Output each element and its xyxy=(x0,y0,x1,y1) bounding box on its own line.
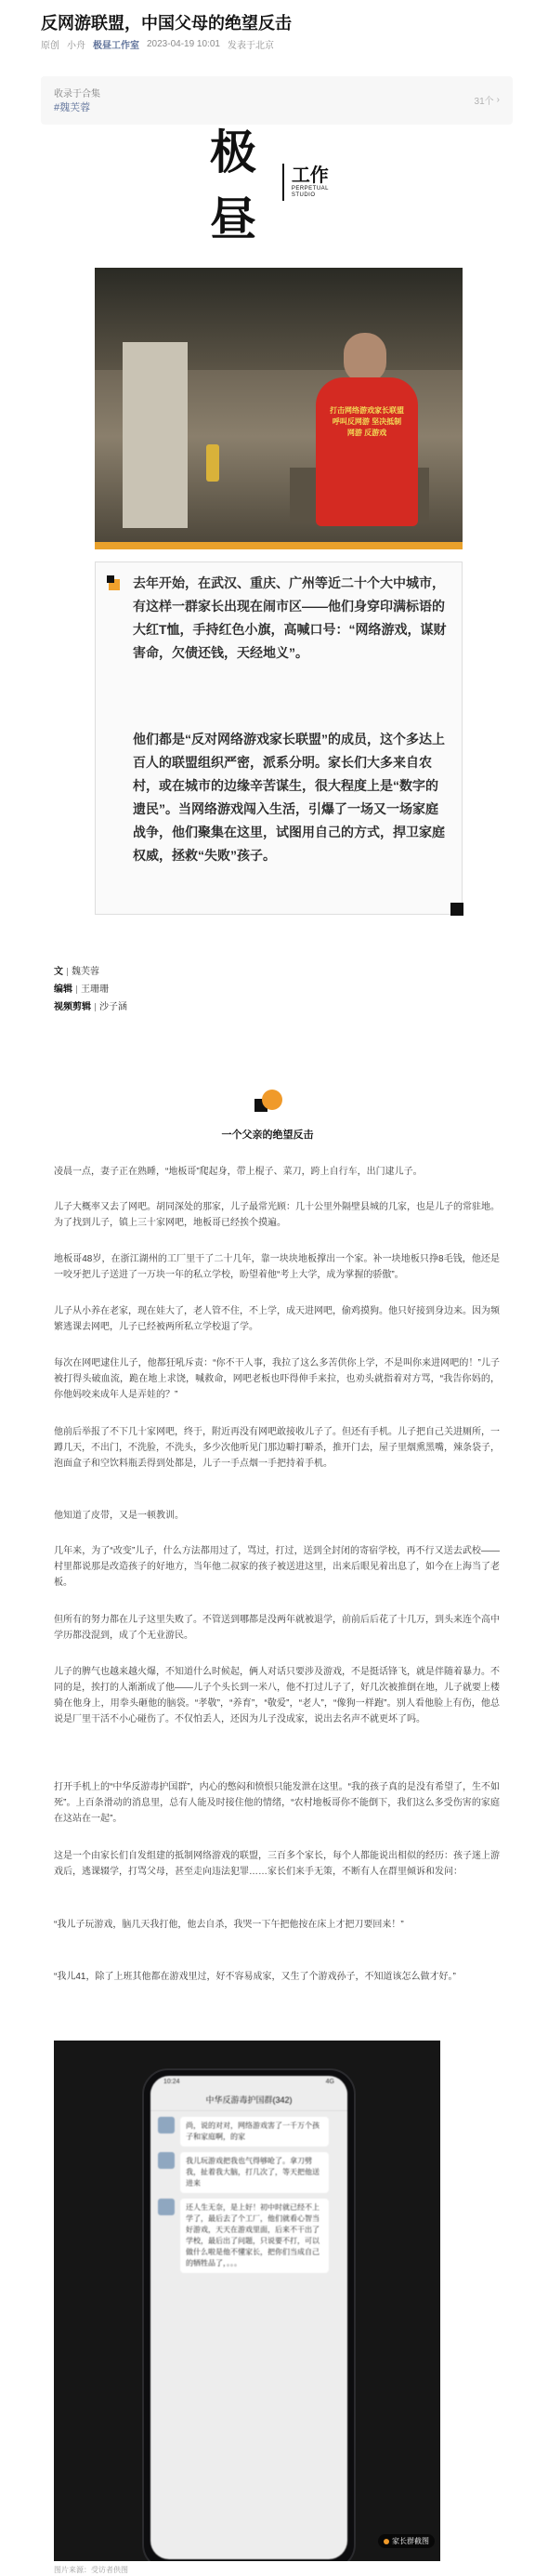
credit-divider xyxy=(95,1003,96,1011)
body-paragraph: “我儿子玩游戏，脑几天我打他，他去自杀，我哭一下午把他按在床上才把刀要回来！” xyxy=(54,1920,404,1930)
photo-door xyxy=(123,342,188,528)
chat-bubble: 还人生无奈，是上好！初中时就已经不上学了，最后去了个工厂，他们就看心智当好游戏，天天在游戏里面，后来不干出了学校，最后出了问题，只说要不打，可以做什么啦是他不懂家长，把你们当成自己的牺牲品了，。。。 xyxy=(180,2199,329,2273)
logo-name: 工作 xyxy=(291,165,329,186)
body-paragraph: 但所有的努力都在儿子这里失败了。不管送到哪都是没两年就被退学，前前后后花了十几万，到头来连个高中学历都没混到，成了个无业游民。 xyxy=(54,1615,500,1641)
quote-corner-mark xyxy=(450,903,463,916)
badge-text: 家长群截图 xyxy=(392,2537,429,2545)
credit-divider xyxy=(67,968,68,976)
chat-bubble: 尚，说的对对，网络游戏害了一千万个孩子和家庭啊，的家 xyxy=(180,2117,329,2147)
publish-location: 发表于北京 xyxy=(227,41,274,51)
collection-card[interactable] xyxy=(41,76,513,125)
image-caption: 图片来源：受访者供图 xyxy=(54,2566,128,2574)
logo-mark: 极昼 xyxy=(210,125,254,246)
body-paragraph: 每次在网吧逮住儿子，他都狂吼斥责：“你不干人事，我拉了这么多苦供你上学，不是叫你来进网吧的！”儿子被打得头破血流，跪在地上求饶，喊救命，网吧老板也吓得伸手来拉，也劝头就指着对方骂，“我告你妈的，你他妈咬来成年人是弄娃的？” xyxy=(54,1358,500,1400)
chat-title: 中华反游毒护国群(342) xyxy=(150,2089,347,2111)
credit-writer-label: 文 xyxy=(54,967,63,977)
body-paragraph: 他知道了皮带，又是一顿教训。 xyxy=(54,1511,184,1521)
body-paragraph: 他前后举报了不下几十家网吧，终于，附近再没有网吧敢接收儿子了。但还有手机。儿子把自己关进厕所，一蹲几天，不出门，不洗脸，不洗头，多少次他听见门那边噼打噼杀，推开门去，屋子里烟熏黑嘴，辣条袋子，泡面盒子和空饮料瓶丢得到处都是，儿子一手点烟一手把持着手机。 xyxy=(54,1427,500,1469)
author-name[interactable]: 小舟 xyxy=(67,41,85,51)
phone-time: 10:24 xyxy=(163,2079,180,2085)
chat-screenshot-photo xyxy=(54,2041,440,2561)
cover-photo xyxy=(95,268,463,549)
lead-paragraph-2: 他们都是“反对网络游戏家长联盟”的成员，这个多达上百人的联盟组织严密，派系分明。家长们大多来自农村，或在城市的边缘辛苦谋生，很大程度上是“数字的遗民”。当网络游戏闯入生活，引爆了一场又一场家庭战争，他们聚集在这里，试图用自己的方式，捍卫家庭权威，拯救“失败”孩子。 xyxy=(133,732,445,863)
photo-accent-stripe xyxy=(95,542,463,549)
logo-subtitle-1: PERPETUAL xyxy=(291,186,329,192)
studio-logo xyxy=(210,125,329,246)
logo-subtitle-2: STUDIO xyxy=(291,192,316,198)
avatar xyxy=(158,2152,175,2169)
lead-quote-box xyxy=(95,561,463,915)
credit-writer xyxy=(54,963,127,981)
body-paragraph: 儿子的脾气也越来越火爆，不知道什么时候起，俩人对话只要涉及游戏，不是挺话锋飞，就是伴随着暴力。不同的是，挨打的人渐渐成了他——儿子个头长到一米八，他不打过儿子了，好几次被推倒在地，儿子就要上楼骑在他身上，用拳头砸他的脑袋。“孝敬”，“养育”，“敬爱”，“老人”，“像狗一样跑”。别人看他脸上有伤，他总说是厂里干活不小心碰伤了。不仅怕丢人，还因为儿子没成家，说出去名声不就更坏了吗。 xyxy=(54,1667,500,1724)
photo-red-vest xyxy=(316,377,418,526)
body-paragraph: 几年来，为了“改变”儿子，什么方法都用过了，骂过，打过，送到全封闭的寄宿学校，再不行又送去武校——村里都说那是改造孩子的好地方，当年他二叔家的孩子被送进这里，出来后眼见着出息了，如今在上海当了老板。 xyxy=(54,1546,500,1588)
logo-divider xyxy=(282,164,284,201)
image-badge xyxy=(378,2534,435,2548)
credit-editor-label: 编辑 xyxy=(54,984,72,995)
vest-slogan: 打击网络游戏家长联盟 呼叫反网游 坚决抵制 网游 反游戏 xyxy=(330,406,404,437)
quote-icon xyxy=(107,575,124,592)
credit-writer-name: 魏芙蓉 xyxy=(72,967,99,977)
photo-person-head xyxy=(344,333,386,383)
credit-video xyxy=(54,998,127,1016)
body-paragraph: 凌晨一点，妻子正在熟睡，“地板哥”爬起身，带上棍子、菜刀，跨上自行车，出门逮儿子。 xyxy=(54,1167,423,1177)
logo-wordmark xyxy=(292,165,329,199)
phone-screen xyxy=(150,2076,347,2559)
avatar xyxy=(158,2117,175,2133)
chevron-right-icon: › xyxy=(496,95,500,105)
badge-dot-icon xyxy=(384,2539,389,2544)
original-tag: 原创 xyxy=(41,41,59,51)
collection-count-text: 31个 xyxy=(474,97,494,107)
avatar xyxy=(158,2199,175,2215)
body-paragraph: 儿子大概率又去了网吧。胡同深处的那家，儿子最常光顾：几十公里外隔壁县城的几家，也是儿子的常驻地。为了找到儿子，镇上三十家网吧，地板哥已经挨个摸遍。 xyxy=(54,1202,500,1228)
chat-message xyxy=(150,2193,347,2273)
credit-video-label: 视频剪辑 xyxy=(54,1002,91,1012)
chat-message xyxy=(150,2111,347,2147)
body-paragraph: “我儿41，除了上班其他都在游戏里过，好不容易成家，又生了个游戏孙子，不知道该怎么做才好。” xyxy=(54,1972,456,1982)
photo-bottle xyxy=(206,444,219,482)
phone-status-bar xyxy=(150,2076,347,2089)
body-paragraph: 儿子从小养在老家，现在娃大了，老人管不住，不上学，成天进网吧，偷鸡摸狗。他只好接到身边来。因为频繁逃课去网吧，儿子已经被两所私立学校退了学。 xyxy=(54,1306,500,1332)
collection-count[interactable] xyxy=(475,93,500,107)
credits xyxy=(54,963,127,1016)
publish-datetime: 2023-04-19 10:01 xyxy=(147,39,220,49)
credit-divider xyxy=(76,985,77,994)
collection-tag[interactable]: #魏芙蓉 xyxy=(54,102,91,113)
phone-signal: 4G xyxy=(325,2079,334,2085)
article-meta xyxy=(41,37,274,51)
chat-bubble: 我儿玩游戏把我也气得够呛了。拿刀劈我，扯着我大脑，打几次了，等天把他送进来 xyxy=(180,2152,329,2193)
collection-label: 收录于合集 xyxy=(54,89,100,99)
body-paragraph: 这是一个由家长们自发组建的抵制网络游戏的联盟，三百多个家长，每个人都能说出相似的经历：孩子迷上游戏后，逃课辍学，打骂父母，甚至走向违法犯罪……家长们来手无策，不断有人在群里倾诉和发问： xyxy=(54,1851,500,1877)
credit-video-name: 沙子涵 xyxy=(99,1002,127,1012)
lead-paragraph-1: 去年开始，在武汉、重庆、广州等近二十个大中城市，有这样一群家长出现在闹市区——他们身穿印满标语的大红T恤，手持红色小旗，高喊口号：“网络游戏，谋财害命，欠债还钱，天经地义”。 xyxy=(133,575,447,660)
photo-person xyxy=(316,333,418,519)
account-name[interactable]: 极昼工作室 xyxy=(93,41,139,51)
credit-editor-name: 王珊珊 xyxy=(81,984,109,995)
chat-message xyxy=(150,2147,347,2193)
section-title: 一个父亲的绝望反击 xyxy=(221,1129,314,1141)
credit-editor xyxy=(54,981,127,998)
article-title: 反网游联盟，中国父母的绝望反击 xyxy=(41,14,292,33)
body-paragraph: 打开手机上的“中华反游毒护国群”，内心的憋闷和愤恨只能发泄在这里。“我的孩子真的是没有希望了，生不如死”。上百条滑动的消息里，总有人能及时接住他的情绪，“农村地板哥你不能倒下，我们这么多受伤害的家庭在这站在一起”。 xyxy=(54,1782,500,1824)
body-paragraph: 地板哥48岁，在浙江湖州的工厂里干了二十几年，靠一块块地板撑出一个家。补一块地板只挣8毛钱，他还是一咬牙把儿子送进了一万块一年的私立学校，盼望着他“考上大学，成为掌握的骄傲”。 xyxy=(54,1254,500,1280)
section-emblem-icon xyxy=(254,1088,282,1116)
